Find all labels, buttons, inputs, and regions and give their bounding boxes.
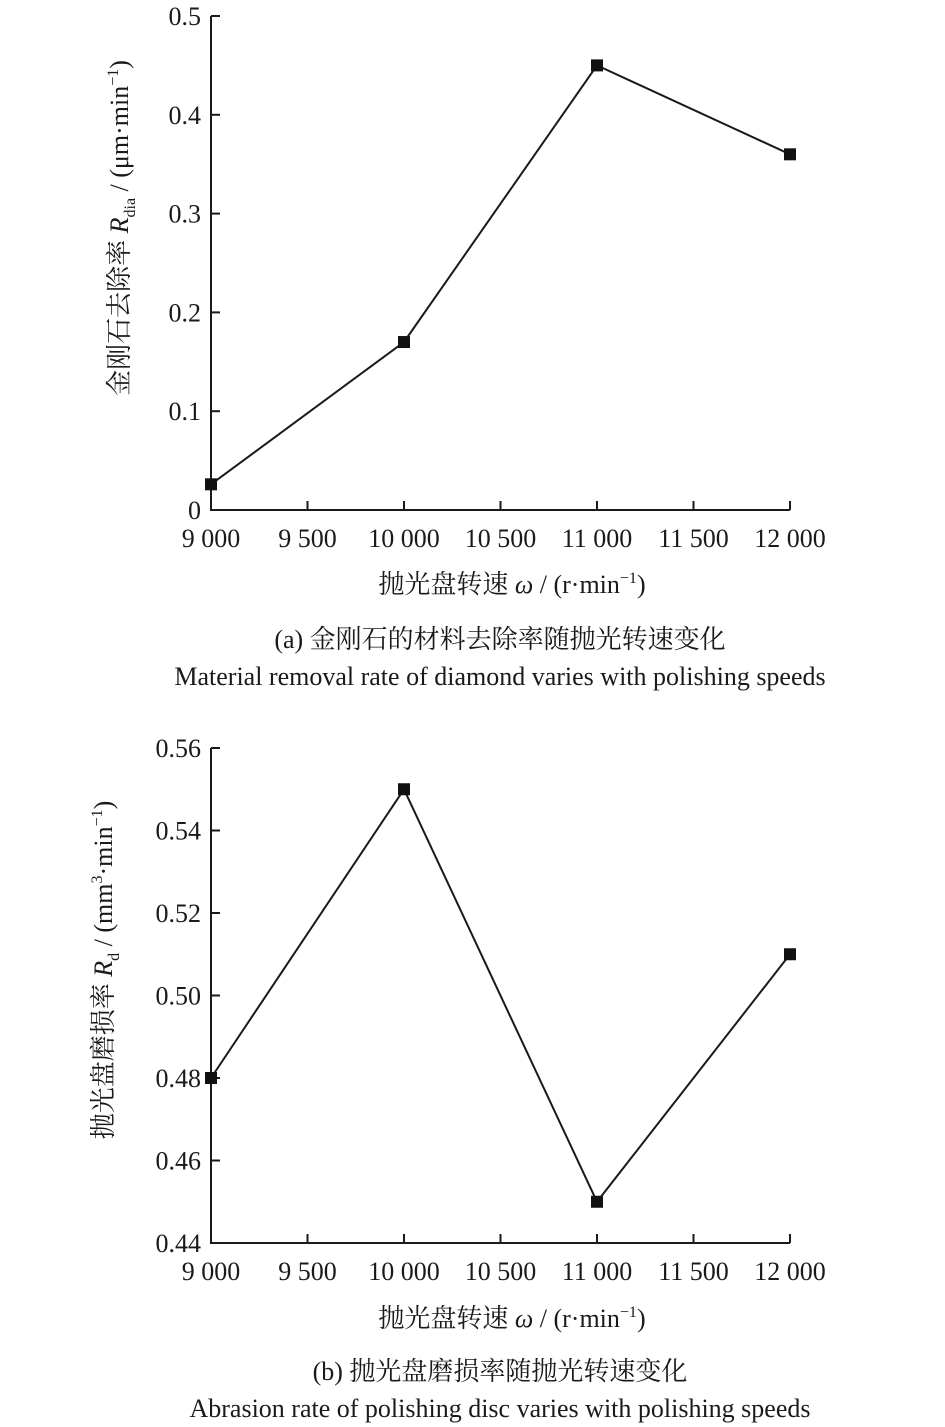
y-tick-label: 0 <box>188 496 201 525</box>
chart-b <box>89 734 826 1423</box>
x-tick-label: 10 000 <box>368 1257 440 1286</box>
axes-frame-a <box>211 16 790 510</box>
x-tick-group-b <box>182 1234 826 1286</box>
x-axis-label-b: 抛光盘转速 $\omega / (r\cdot\min^{-1})$ <box>378 1304 646 1333</box>
x-tick-label: 12 000 <box>754 1257 826 1286</box>
x-tick-group-a <box>182 501 826 553</box>
caption-en-b: Abrasion rate of polishing disc varies with polishing speeds <box>189 1394 811 1423</box>
x-tick-label: 9 500 <box>278 1257 337 1286</box>
caption-cn-a: (a) 金刚石的材料去除率随抛光转速变化 <box>274 625 726 654</box>
x-tick-label: 12 000 <box>754 524 826 553</box>
data-point-marker <box>784 148 796 160</box>
x-tick-label: 9 500 <box>278 524 337 553</box>
marker-group-a <box>205 59 796 490</box>
x-tick-label: 11 500 <box>658 524 729 553</box>
caption-cn-b: (b) 抛光盘磨损率随抛光转速变化 <box>312 1357 688 1386</box>
series-line-b <box>211 789 790 1202</box>
data-point-marker <box>398 336 410 348</box>
data-point-marker <box>205 1072 217 1084</box>
x-tick-label: 9 000 <box>181 1257 241 1286</box>
x-tick-label: 11 000 <box>561 1257 633 1286</box>
y-tick-label: 0.44 <box>155 1229 201 1258</box>
y-tick-label: 0.48 <box>155 1064 201 1093</box>
x-tick-label: 10 500 <box>464 1257 537 1286</box>
x-tick-label: 11 500 <box>658 1257 729 1286</box>
x-axis-label-a: 抛光盘转速 $\omega / (r\cdot\min^{-1})$ <box>378 570 646 599</box>
y-tick-label: 0.1 <box>168 397 201 427</box>
x-tick-label: 11 000 <box>561 524 633 553</box>
caption-en-a: Material removal rate of diamond varies with polishing speeds <box>174 662 826 691</box>
y-tick-label: 0.46 <box>155 1146 201 1176</box>
y-tick-label: 0.2 <box>168 298 201 328</box>
chart-a <box>105 2 826 691</box>
y-tick-label: 0.52 <box>155 899 201 928</box>
series-line-a <box>211 65 790 484</box>
data-point-marker <box>205 478 217 490</box>
y-tick-label: 0.50 <box>155 981 201 1011</box>
data-point-marker <box>591 59 603 71</box>
y-tick-group-a <box>169 2 221 525</box>
y-tick-label: 0.54 <box>155 816 201 846</box>
data-point-marker <box>784 948 796 960</box>
x-tick-label: 10 500 <box>464 524 537 553</box>
data-point-marker <box>398 783 410 795</box>
data-point-marker <box>591 1196 603 1208</box>
y-axis-label-b: 抛光盘磨损率 $R_d / (mm^3\cdot\min^{-1})$ <box>89 800 123 1140</box>
y-tick-label: 0.5 <box>168 2 201 31</box>
x-tick-label: 9 000 <box>181 524 241 553</box>
y-axis-label-a: 金刚石去除率 $R_{dia} / (\mu m\cdot\min^{-1})$ <box>105 60 139 396</box>
x-tick-label: 10 000 <box>368 524 440 553</box>
y-tick-label: 0.4 <box>168 100 201 130</box>
y-tick-label: 0.3 <box>168 199 201 229</box>
y-tick-label: 0.56 <box>155 734 201 763</box>
